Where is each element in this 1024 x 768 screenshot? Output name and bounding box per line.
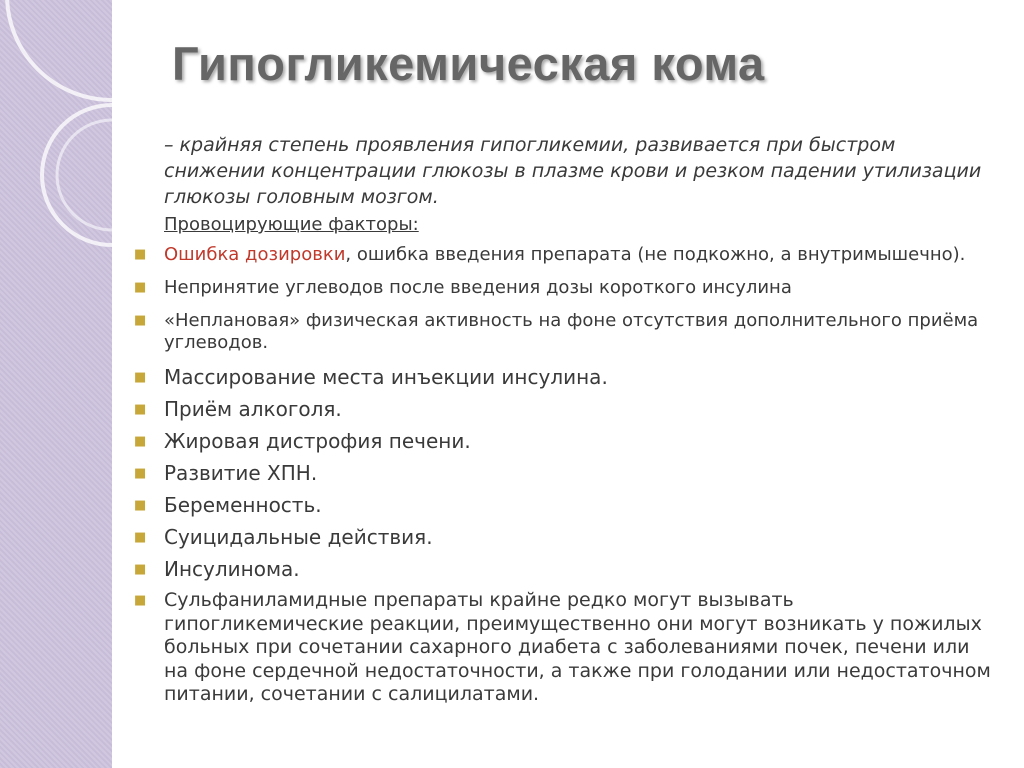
bullet-icon: ■	[134, 247, 147, 262]
list-item	[134, 277, 994, 299]
decorative-sidebar	[0, 0, 112, 768]
list-item	[134, 365, 994, 390]
list-item-text: Беременность.	[164, 493, 322, 517]
list-item	[134, 557, 994, 582]
bullet-icon: ■	[134, 280, 147, 295]
list-item-text: Суицидальные действия.	[164, 525, 433, 549]
list-item	[134, 244, 994, 266]
factors-list	[134, 244, 994, 718]
list-item-text: Жировая дистрофия печени.	[164, 429, 471, 453]
factors-heading: Провоцирующие факторы:	[164, 214, 419, 235]
list-item	[134, 397, 994, 422]
list-item	[134, 310, 994, 354]
list-item-text: «Неплановая» физическая активность на фоне отсутствия дополнительного приёма углеводов.	[164, 310, 979, 353]
bullet-icon: ■	[134, 562, 147, 577]
list-item	[134, 525, 994, 550]
circle-decoration-icon	[0, 0, 112, 768]
list-item-text: Развитие ХПН.	[164, 461, 318, 485]
highlight-text: Ошибка дозировки	[164, 244, 346, 265]
bullet-icon: ■	[134, 434, 147, 449]
list-item-text: , ошибка введения препарата (не подкожно, а внутримышечно).	[345, 244, 966, 265]
bullet-icon: ■	[134, 593, 147, 608]
list-item	[134, 589, 994, 707]
bullet-icon: ■	[134, 530, 147, 545]
bullet-icon: ■	[134, 370, 147, 385]
list-item-text: Массирование места инъекции инсулина.	[164, 365, 608, 389]
bullet-icon: ■	[134, 313, 147, 328]
list-item-text: Непринятие углеводов после введения дозы короткого инсулина	[164, 277, 792, 298]
bullet-icon: ■	[134, 466, 147, 481]
slide-title: Гипогликемическая кома	[172, 37, 765, 90]
list-item-text: Инсулинома.	[164, 557, 300, 581]
list-item-text: Сульфаниламидные препараты крайне редко могут вызывать гипогликемические реакции, преимущественно они могут возникать у пожилых больных при сочетании сахарного диабета с заболеваниями почек, печени или на фоне сердечной недостаточности, а также при голодании или недостаточном питании, сочетании с салицилатами.	[164, 589, 991, 705]
list-item	[134, 461, 994, 486]
list-item-text: Приём алкоголя.	[164, 397, 342, 421]
definition-text: – крайняя степень проявления гипогликемии, развивается при быстром снижении концентрации глюкозы в плазме крови и резком падении утилизации глюкозы головным мозгом.	[164, 134, 982, 208]
bullet-icon: ■	[134, 498, 147, 513]
bullet-icon: ■	[134, 402, 147, 417]
list-item	[134, 429, 994, 454]
list-item	[134, 493, 994, 518]
